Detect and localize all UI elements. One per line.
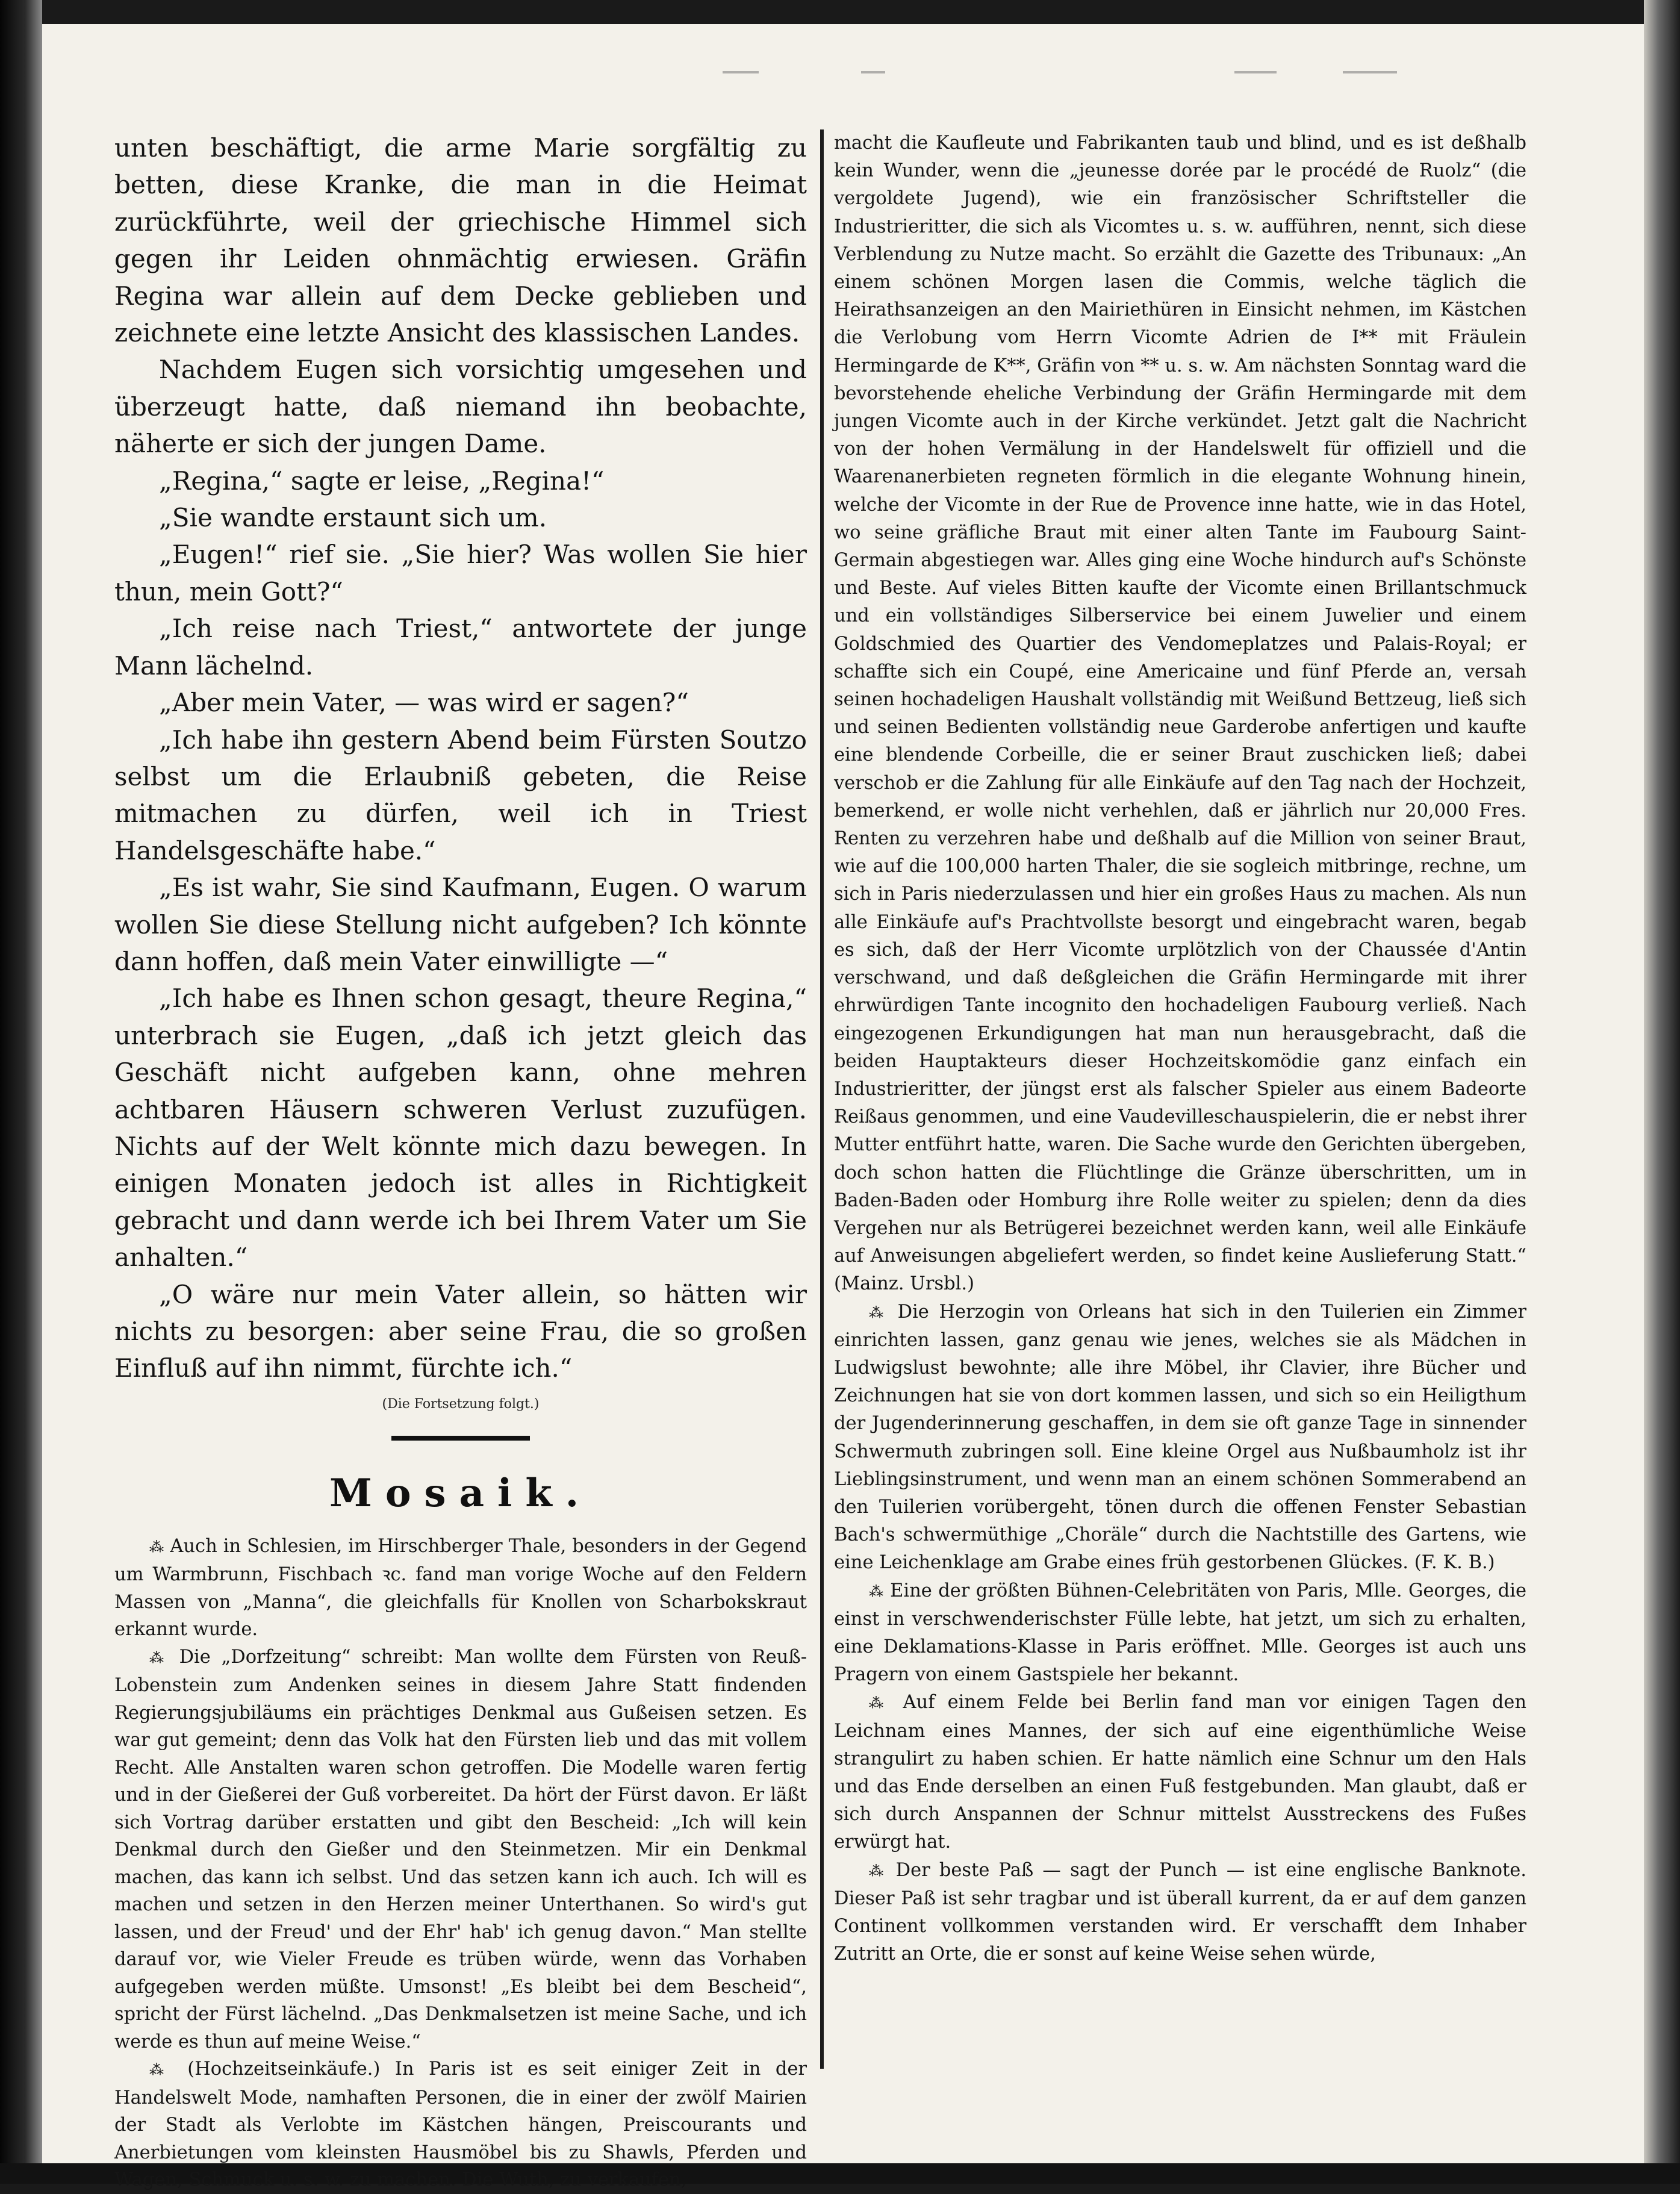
mosaik-item-text: Auch in Schlesien, im Hirschberger Thale, besonders in der Gegend um Warmbrunn, Fischbach ꝛc. fand man vorige Woche auf den Feldern Massen von „Manna“, die gleichfalls für Knollen von Scharbokskraut erkannt wurde. <box>114 1535 807 1641</box>
story-paragraph: „Ich habe es Ihnen schon gesagt, theure Regina,“ unterbrach sie Eugen, „daß ich jetzt gleich das Geschäft nicht aufgeben kann, ohne mehren achtbaren Häusern schweren Verlust zuzufügen. Nichts auf der Welt könnte mich dazu bewegen. In einigen Monaten jedoch ist alles in Richtigkeit gebracht und dann werde ich bei Ihrem Vater um Sie anhalten.“ <box>114 983 807 1273</box>
asterism-icon: ⁂ <box>149 1538 164 1556</box>
mosaik-item <box>834 1689 1526 1856</box>
asterism-icon: ⁂ <box>149 1649 169 1666</box>
story-paragraph: Nachdem Eugen sich vorsichtig umgesehen und überzeugt hatte, daß niemand ihn beobachte, näherte er sich der jungen Dame. <box>114 355 807 459</box>
story-paragraph: „Ich reise nach Triest,“ antwortete der junge Mann lächelnd. <box>114 614 807 681</box>
story-paragraph: „O wäre nur mein Vater allein, so hätten wir nichts zu besorgen: aber seine Frau, die so großen Einfluß auf ihn nimmt, fürchte ich.“ <box>114 1279 807 1383</box>
mosaik-item <box>834 1298 1526 1577</box>
mosaik-item <box>834 1857 1526 1969</box>
mosaik-item-text: Eine der größten Bühnen-Celebritäten von Paris, Mlle. Georges, die einst in verschwenderischster Fülle lebte, hat jetzt, um sich zu erhalten, eine Deklamations-Klasse in Paris eröffnet. Mlle. Georges ist auch uns Pragern von einem Gastspiele her bekannt. <box>834 1580 1526 1686</box>
story-paragraph: unten beschäftigt, die arme Marie sorgfältig zu betten, diese Kranke, die man in die Heimat zurückführte, weil der griechische Himmel sich gegen ihr Leiden ohnmächtig erwiesen. Gräfin Regina war allein auf dem Decke geblieben und zeichnete eine letzte Ansicht des klassischen Landes. <box>114 133 807 348</box>
scan-mark <box>861 71 885 73</box>
story-paragraph: „Ich habe ihn gestern Abend beim Fürsten Soutzo selbst um die Erlaubniß gebeten, die Reise mitmachen zu dürfen, weil ich in Triest Handelsgeschäfte habe.“ <box>114 725 807 865</box>
story-paragraph: „Es ist wahr, Sie sind Kaufmann, Eugen. O warum wollen Sie diese Stellung nicht aufgeben? Ich könnte dann hoffen, daß mein Vater einwilligte —“ <box>114 873 807 976</box>
story-paragraph: „Sie wandte erstaunt sich um. <box>159 503 547 533</box>
column-divider <box>820 129 824 2069</box>
scan-mark <box>1234 71 1277 73</box>
mosaik-item <box>834 1577 1526 1689</box>
mosaik-item-text: Der beste Paß — sagt der Punch — ist eine englische Banknote. Dieser Paß ist sehr tragbar und ist überall kurrent, da er auf dem ganzen Continent vollkommen verstanden wird. Er verschafft dem Inhaber Zutritt an Orte, die er sonst auf keine Weise sehen würde, <box>834 1859 1526 1965</box>
continued-note: (Die Fortsetzung folgt.) <box>382 1396 540 1412</box>
mosaik-item <box>114 1533 807 1644</box>
story-paragraph: „Eugen!“ rief sie. „Sie hier? Was wollen Sie hier thun, mein Gott?“ <box>114 540 807 606</box>
mosaik-item-continuation: macht die Kaufleute und Fabrikanten taub und blind, und es ist deßhalb kein Wunder, wenn die „jeunesse dorée par le procédé de Ruolz“ (die vergoldete Jugend), wie ein französischer Schriftsteller die Industrieritter, die sich als Vicomtes u. s. w. aufführen, nennt, sich diese Verblendung zu Nutze macht. So erzählt die Gazette des Tribunaux: „An einem schönen Morgen lasen die Commis, welche täglich die Heirathsanzeigen an den Mairiethüren in Einsicht nehmen, im Kästchen die Verlobung vom Herrn Vicomte Adrien de I** mit Fräulein Hermingarde de K**, Gräfin von ** u. s. w. Am nächsten Sonntag ward die bevorstehende eheliche Verbindung der Gräfin Hermingarde mit dem jungen Vicomte auch in der Kirche verkündet. Jetzt galt die Nachricht von der hohen Vermälung in der Handelswelt für offiziell und die Waarenanerbieten regneten förmlich in die elegante Wohnung hinein, welche der Vicomte in der Rue de Provence inne hatte, wie in das Hotel, wo seine gräfliche Braut mit einer alten Tante im Faubourg Saint-Germain abgestiegen war. Alles ging eine Woche hindurch auf's Schönste und Beste. Auf vieles Bitten kaufte der Vicomte einen Brillantschmuck und ein vollständiges Silberservice bei einem Juwelier und einem Goldschmied des Quartier des Vendomeplatzes und Palais-Royal; er schaffte sich ein Coupé, eine Americaine und fünf Pferde an, versah seinen hochadeligen Haushalt vollständig mit Weißund Bettzeug, ließ sich und seinen Bedienten vollständig neue Garderobe anfertigen und kaufte eine blendende Corbeille, die er seiner Braut zuschicken ließ; dabei verschob er die Zahlung für alle Einkäufe auf den Tag nach der Hochzeit, bemerkend, er wolle nicht verhehlen, daß er jährlich nur 20,000 Fres. Renten zu verzehren habe und deßhalb auf die Million von seiner Braut, wie auf die 100,000 harten Thaler, die sie sogleich mitbringe, rechne, um sich in Paris niederzulassen und hier ein großes Haus zu machen. Als nun alle Einkäufe auf's Prachtvollste besorgt und eingebracht waren, begab es sich, daß der Herr Vicomte urplötzlich von der Chaussée d'Antin verschwand, und daß deßgleichen die Gräfin Hermingarde mit ihrer ehrwürdigen Tante incognito den hochadeligen Faubourg verließ. Nach eingezogenen Erkundigungen hat man nun herausgebracht, daß die beiden Hauptakteurs dieser Hochzeitskomödie ganz einfach ein Industrieritter, der jüngst erst als falscher Spieler aus einem Badeorte Reißaus genommen, und eine Vaudevilleschauspielerin, die er nebst ihrer Mutter entführt hatte, waren. Die Sache wurde den Gerichten übergeben, doch schon hatten die Flüchtlinge die Gränze überschritten, um in Baden-Baden oder Homburg ihre Rolle weiter zu spielen; denn da dies Vergehen nur als Betrügerei bezeichnet werden kann, weil alle Einkäufe auf Anweisungen abgeliefert werden, so findet keine Auslieferung Statt.“ (Mainz. Ursbl.) <box>834 132 1526 1295</box>
mosaik-item-text: Die Herzogin von Orleans hat sich in den Tuilerien ein Zimmer einrichten lassen, ganz genau wie jenes, welches sie als Mädchen in Ludwigslust bewohnte; alle ihre Möbel, ihr Clavier, ihre Bücher und Zeichnungen hat sie von dort kommen lassen, und sich so ein Heiligthum der Jugenderinnerung geschaffen, in dem sie oft ganze Tage in sinnender Schwermuth zubringen soll. Eine kleine Orgel aus Nußbaumholz ist ihr Lieblingsinstrument, und wenn man an einem schönen Sommerabend an den Tuilerien vorübergeht, tönen durch die offenen Fenster Sebastian Bach's schwermüthige „Choräle“ durch die Nachtstille des Gartens, wie eine Leichenklage am Grabe eines früh gestorbenen Glückes. (F. K. B.) <box>834 1301 1526 1574</box>
story-continuation <box>114 129 807 1412</box>
right-column <box>834 129 1526 1968</box>
mosaik-item-text: (Hochzeitseinkäufe.) In Paris ist es seit einiger Zeit in der Handelswelt Mode, namhaften Personen, die in einer der zwölf Mairien der Stadt als Verlobte im Kästchen hängen, Preiscourants und Anerbietungen vom kleinsten Hausmöbel bis zu Shawls, Pferden und Wagen, Schmuck u. s. w. zu machen. Die Wuth, zu verkaufen, <box>114 2058 807 2191</box>
left-column <box>114 129 807 2194</box>
mosaik-left <box>114 1533 807 2194</box>
asterism-icon: ⁂ <box>869 1695 891 1712</box>
scan-mark <box>723 71 759 73</box>
scan-right-edge <box>1644 0 1680 2184</box>
mosaik-item <box>114 1644 807 2056</box>
section-heading: Mosaik. <box>329 1470 592 1516</box>
asterism-icon: ⁂ <box>869 1862 887 1880</box>
mosaik-item <box>114 2055 807 2194</box>
story-paragraph: „Regina,“ sagte er leise, „Regina!“ <box>159 466 605 496</box>
asterism-icon: ⁂ <box>869 1304 888 1321</box>
asterism-icon: ⁂ <box>149 2062 173 2079</box>
scan-left-edge <box>0 0 42 2184</box>
scan-mark <box>1343 71 1397 73</box>
story-paragraph: „Aber mein Vater, — was wird er sagen?“ <box>159 688 689 718</box>
mosaik-item-text: Die „Dorfzeitung“ schreibt: Man wollte dem Fürsten von Reuß-Lobenstein zum Andenken seines in diesem Jahre Statt findenden Regierungsjubiläums ein prächtiges Denkmal aus Gußeisen setzen. Es war gut gemeint; denn das Volk hat den Fürsten lieb und das mit vollem Recht. Alle Anstalten waren schon getroffen. Die Modelle waren fertig und in der Gießerei der Guß vorbereitet. Da hört der Fürst davon. Er läßt sich Vortrag darüber erstatten und gibt den Bescheid: „Ich will kein Denkmal durch den Gießer und den Steinmetzen. Mir ein Denkmal machen, das kann ich selbst. Und das setzen kann ich auch. Ich will es machen und setzen in den Herzen meiner Unterthanen. So wird's gut lassen, und der Freud' und der Ehr' hab' ich genug davon.“ Man stellte darauf vor, wie Vieler Freude es trüben würde, wenn das Vorhaben aufgegeben werden müßte. Umsonst! „Es bleibt bei dem Bescheid“, spricht der Fürst lächelnd. „Das Denkmalsetzen ist meine Sache, und ich werde es thun auf meine Weise.“ <box>114 1646 807 2052</box>
asterism-icon: ⁂ <box>869 1583 884 1600</box>
section-divider <box>391 1436 530 1441</box>
mosaik-item-text: Auf einem Felde bei Berlin fand man vor einigen Tagen den Leichnam eines Mannes, der sich auf eine eigenthümliche Weise strangulirt zu haben schien. Er hatte nämlich eine Schnur um den Hals und das Ende derselben an einen Fuß festgebunden. Man glaubt, daß er sich durch Anspannen der Schnur mittelst Ausstreckens des Fußes erwürgt hat. <box>834 1692 1527 1853</box>
